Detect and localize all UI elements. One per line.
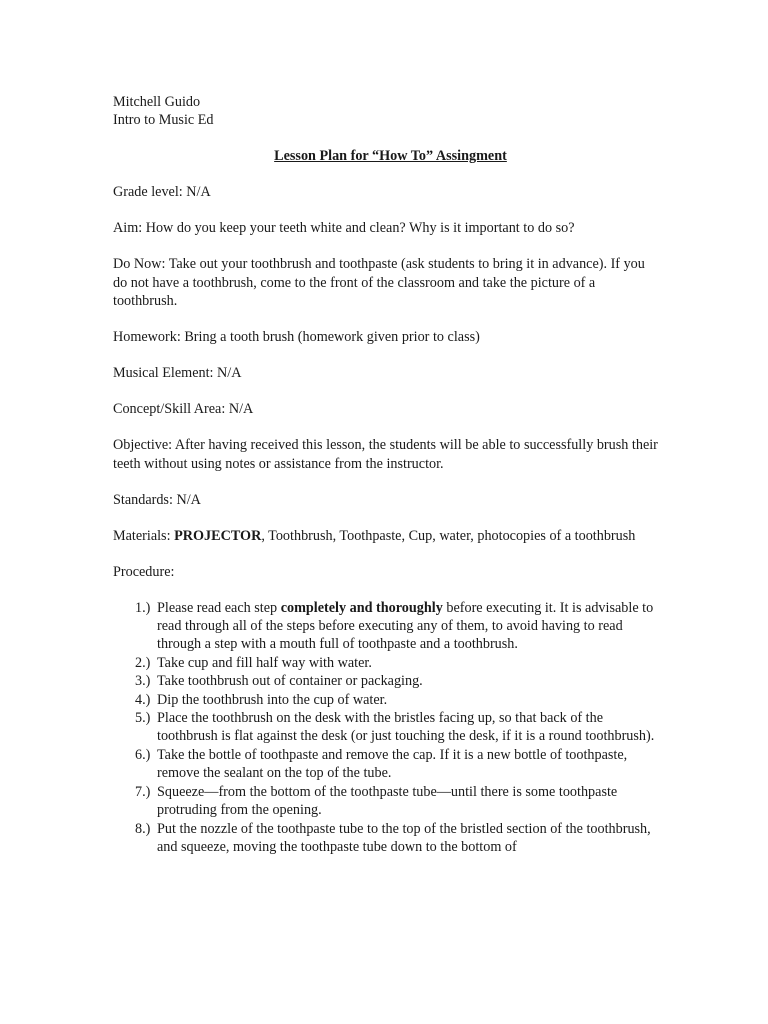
step-number: 8.) xyxy=(135,820,151,837)
step-text: Take the bottle of toothpaste and remove the cap. If it is a new bottle of toothpaste, remove the sealant on the top of the tube. xyxy=(157,746,628,782)
step-text: Take toothbrush out of container or packaging. xyxy=(157,673,423,690)
materials xyxy=(113,527,658,545)
objective: Objective: After having received this lesson, the students will be able to successfully brush their teeth without using notes or assistance from the instructor. xyxy=(113,437,658,472)
step-text: Dip the toothbrush into the cup of water. xyxy=(157,691,388,708)
aim: Aim: How do you keep your teeth white and clean? Why is it important to do so? xyxy=(113,220,575,237)
step-text-post: before executing it. It is advisable to read through all of the steps before executing any of them, to avoid having to read through a step with a mouth full of toothpaste and a toothbrush. xyxy=(157,599,654,653)
concept-skill-area: Concept/Skill Area: N/A xyxy=(113,401,254,418)
step-text: Squeeze—from the bottom of the toothpaste tube—until there is some toothpaste protruding from the opening. xyxy=(157,783,618,819)
procedure-step-5 xyxy=(113,709,658,746)
grade-level: Grade level: N/A xyxy=(113,184,211,201)
procedure-step-8 xyxy=(113,820,658,857)
procedure-step-1 xyxy=(113,599,658,654)
standards: Standards: N/A xyxy=(113,491,201,508)
document-title: Lesson Plan for “How To” Assingment xyxy=(274,148,507,165)
homework: Homework: Bring a tooth brush (homework given prior to class) xyxy=(113,329,480,346)
materials-projector: PROJECTOR xyxy=(174,527,262,544)
musical-element: Musical Element: N/A xyxy=(113,365,242,382)
procedure-step-3 xyxy=(113,672,658,690)
document-page xyxy=(113,93,658,856)
step-number: 5.) xyxy=(135,710,151,727)
procedure-step-2 xyxy=(113,654,658,672)
procedure-step-4 xyxy=(113,691,658,709)
step-number: 1.) xyxy=(135,599,151,616)
procedure-step-6 xyxy=(113,746,658,783)
step-number: 4.) xyxy=(135,691,151,708)
procedure-step-7 xyxy=(113,783,658,820)
step-text-pre: Please read each step xyxy=(157,599,281,616)
step-text: Take cup and fill half way with water. xyxy=(157,654,372,671)
do-now: Do Now: Take out your toothbrush and toothpaste (ask students to bring it in advance). If you do not have a toothbrush, come to the front of the classroom and take the picture of a toothbrush. xyxy=(113,256,645,310)
step-text: Place the toothbrush on the desk with the bristles facing up, so that back of the toothbrush is flat against the desk (or just touching the desk, if it is a round toothbrush). xyxy=(157,710,655,745)
step-text-bold: completely and thoroughly xyxy=(280,599,443,616)
procedure-label: Procedure: xyxy=(113,563,175,580)
step-number: 2.) xyxy=(135,654,151,671)
materials-label: Materials: xyxy=(113,527,175,544)
course-name: Intro to Music Ed xyxy=(113,112,214,129)
procedure-steps xyxy=(113,599,658,857)
step-number: 7.) xyxy=(135,783,151,800)
step-number: 6.) xyxy=(135,746,151,763)
materials-list: , Toothbrush, Toothpaste, Cup, water, photocopies of a toothbrush xyxy=(261,527,636,544)
step-number: 3.) xyxy=(135,673,151,690)
step-text: Put the nozzle of the toothpaste tube to the top of the bristled section of the toothbrush, and squeeze, moving the toothpaste tube down to the bottom of xyxy=(157,820,651,855)
document-header xyxy=(113,93,658,130)
author-name: Mitchell Guido xyxy=(113,94,201,110)
